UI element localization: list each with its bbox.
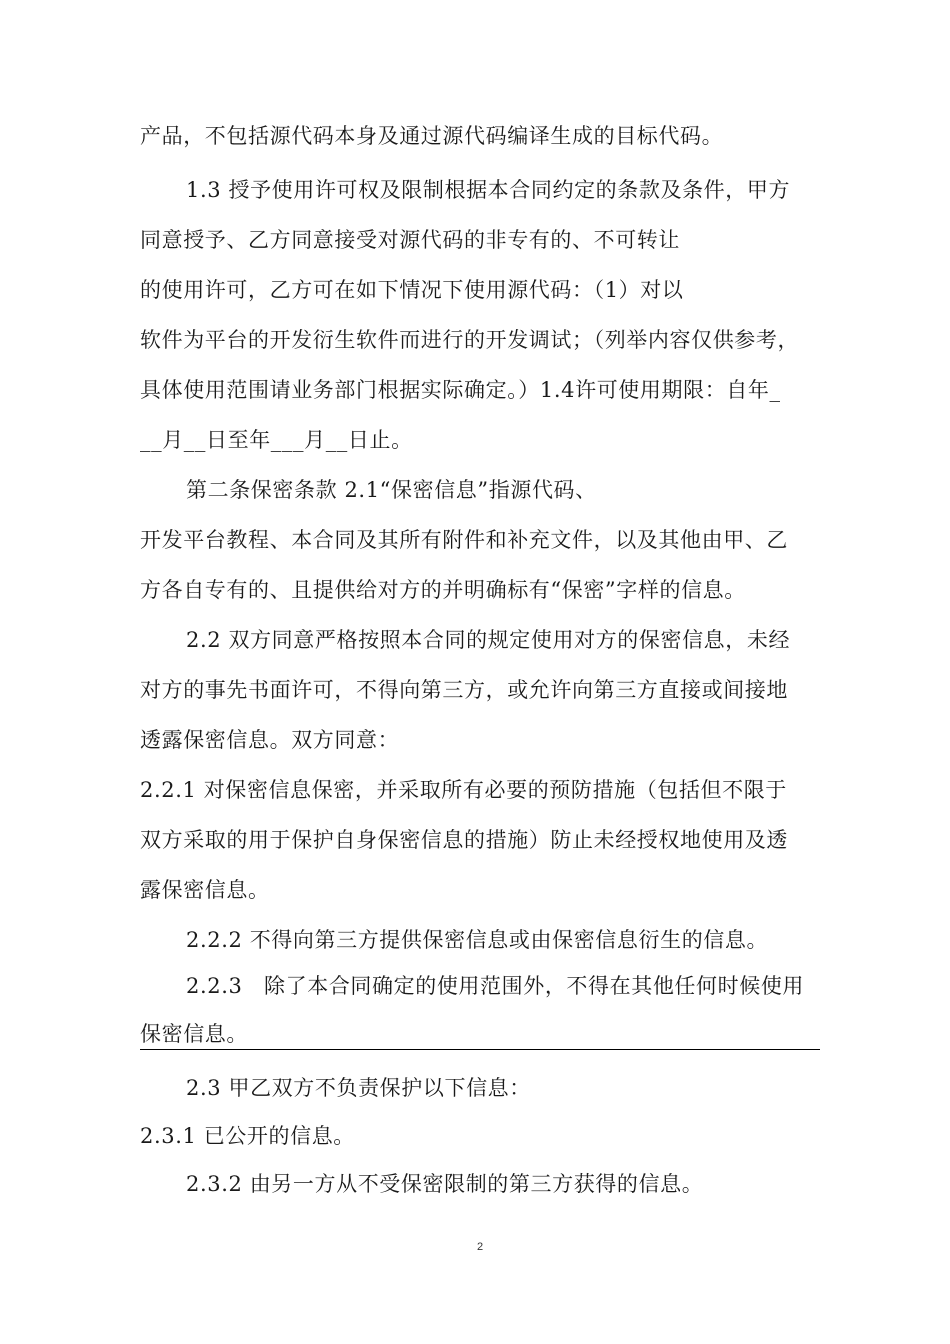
clause-1-4-line: 具体使用范围请业务部门根据实际确定。）1.4许可使用期限：自年_ [140,378,781,402]
clause-2-2-line: 2.2 双方同意严格按照本合同的规定使用对方的保密信息，未经 [186,628,791,652]
text-line: 软件为平台的开发衍生软件而进行的开发调试；（列举内容仅供参考， [140,328,800,352]
text-line: 透露保密信息。双方同意： [140,728,400,752]
text-line: 露保密信息。 [140,878,270,902]
article-2-heading-line: 第二条保密条款 2.1“保密信息”指源代码、 [186,478,597,502]
text-line: 对方的事先书面许可，不得向第三方，或允许向第三方直接或间接地 [140,678,788,702]
clause-2-2-3-line: 2.2.3 除了本合同确定的使用范围外，不得在其他任何时候使用 [186,974,805,998]
text-line: 同意授予、乙方同意接受对源代码的非专有的、不可转让 [140,228,680,252]
section-divider [140,1049,820,1050]
text-line: 的使用许可，乙方可在如下情况下使用源代码：（1）对以 [140,278,684,302]
clause-2-2-1-line: 2.2.1 对保密信息保密，并采取所有必要的预防措施（包括但不限于 [140,778,787,802]
clause-2-2-2-line: 2.2.2 不得向第三方提供保密信息或由保密信息衍生的信息。 [186,928,769,952]
text-line: 产品，不包括源代码本身及通过源代码编译生成的目标代码。 [140,124,724,148]
clause-2-3-line: 2.3 甲乙双方不负责保护以下信息： [186,1076,531,1100]
text-line: 保密信息。 [140,1022,248,1046]
text-line: 双方采取的用于保护自身保密信息的措施）防止未经授权地使用及透 [140,828,788,852]
text-line: 开发平台教程、本合同及其所有附件和补充文件，以及其他由甲、乙 [140,528,788,552]
page-number: 2 [476,1241,484,1253]
clause-2-3-2-line: 2.3.2 由另一方从不受保密限制的第三方获得的信息。 [186,1172,704,1196]
text-line: 方各自专有的、且提供给对方的并明确标有“保密”字样的信息。 [140,578,746,602]
clause-1-3-line: 1.3 授予使用许可权及限制根据本合同约定的条款及条件，甲方 [186,178,791,202]
text-line: __月__日至年___月__日止。 [140,428,413,452]
clause-2-3-1-line: 2.3.1 已公开的信息。 [140,1124,355,1148]
